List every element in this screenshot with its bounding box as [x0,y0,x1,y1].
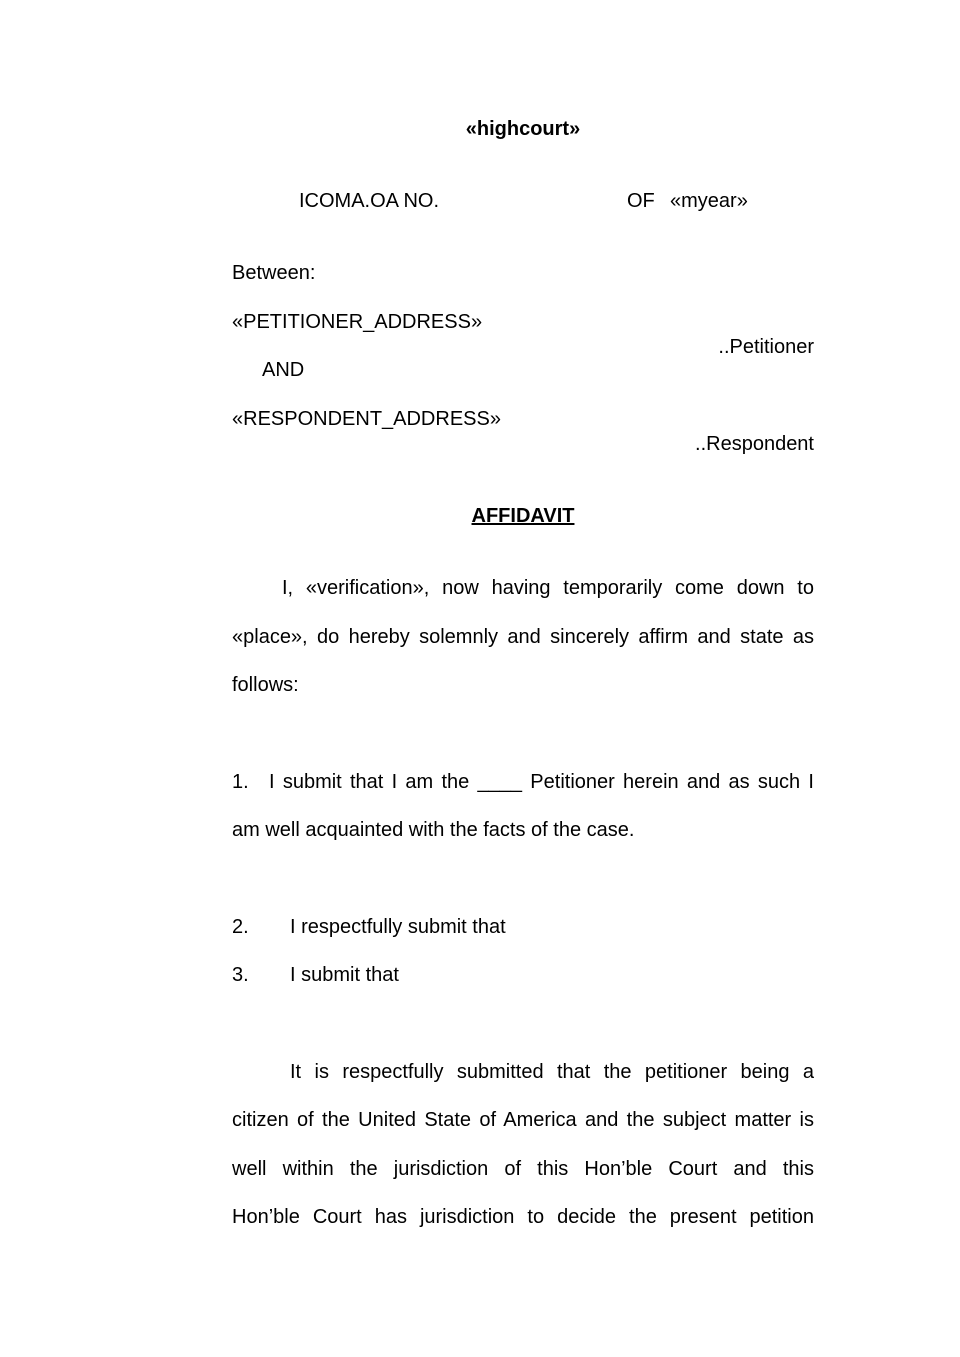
item-text: am well acquainted with the facts of the case. [232,819,635,841]
year-field: «myear» [670,190,748,212]
petitioner-label: ..Petitioner [718,336,814,358]
and-label: AND [262,359,305,381]
jurisdiction-line: Hon’ble Court has jurisdiction to decide the present petition [232,1206,814,1228]
jurisdiction-line: well within the jurisdiction of this Hon’ble Court and this [232,1158,814,1180]
jurisdiction-line: citizen of the United State of America and the subject matter is [232,1109,814,1131]
respondent-label: ..Respondent [695,433,814,455]
intro-line: «place», do hereby solemnly and sincerely affirm and state as [232,626,814,648]
respondent-address: «RESPONDENT_ADDRESS» [232,408,501,430]
between-label: Between: [232,262,316,284]
item-number: 1. [232,771,249,793]
item-number: 2. [232,916,249,938]
of-label: OF [627,190,655,212]
item-text: I submit that I am the ____ Petitioner herein and as such I [269,771,814,793]
item-text: I submit that [290,964,399,986]
affidavit-title: AFFIDAVIT [471,505,575,527]
intro-line: I, «verification», now having temporarily come down to [282,577,814,599]
intro-line: follows: [232,674,299,696]
jurisdiction-line: It is respectfully submitted that the petitioner being a [290,1061,814,1083]
petitioner-address: «PETITIONER_ADDRESS» [232,311,483,333]
item-text: I respectfully submit that [290,916,506,938]
case-number-label: ICOMA.OA NO. [299,190,440,212]
item-number: 3. [232,964,249,986]
court-title: «highcourt» [465,118,581,140]
